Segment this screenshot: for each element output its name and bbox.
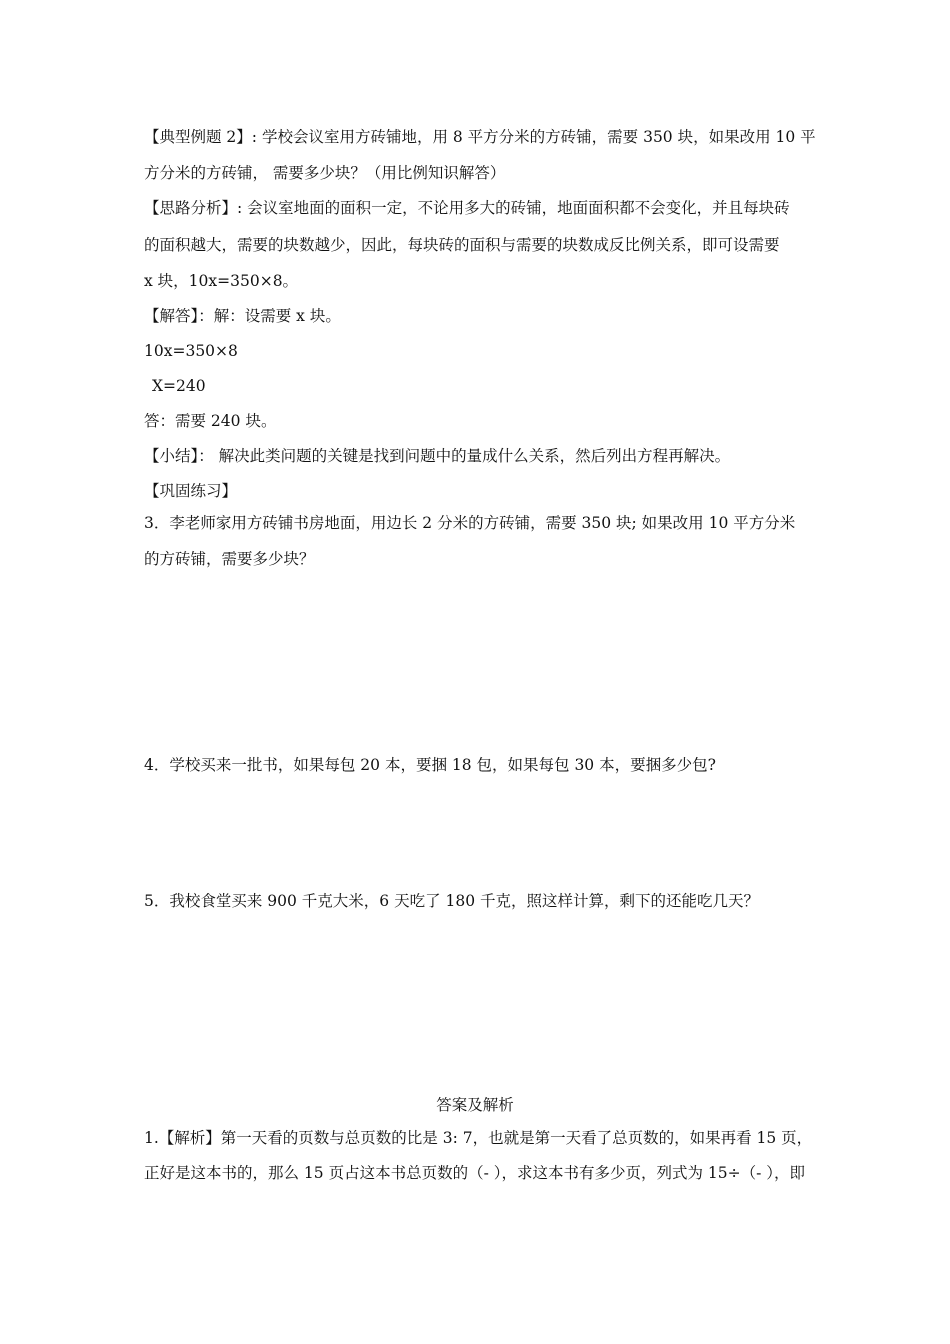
example-2-line-1: 【典型例题 2】: 学校会议室用方砖铺地，用 8 平方分米的方砖铺，需要 350 块，如果改用 10 平 [144, 128, 816, 146]
solution-line-1: 【解答】：解：设需要 x 块。 [144, 307, 341, 325]
question-3-line-1: 3．李老师家用方砖铺书房地面，用边长 2 分米的方砖铺，需要 350 块; 如果改用 10 平方分米 [144, 514, 796, 532]
analysis-line-2: 的面积越大，需要的块数越少，因此，每块砖的面积与需要的块数成反比例关系，即可设需要 [144, 236, 780, 254]
solution-result: X=240 [152, 377, 206, 395]
question-3-line-2: 的方砖铺，需要多少块？ [144, 550, 315, 568]
answer-1-line-2: 正好是这本书的，那么 15 页占这本书总页数的（- ），求这本书有多少页，列式为 15÷（- ），即 [144, 1164, 806, 1182]
question-5: 5．我校食堂买来 900 千克大米，6 天吃了 180 千克，照这样计算，剩下的还能吃几天？ [144, 892, 760, 910]
analysis-line-3: x 块，10x=350×8。 [144, 272, 299, 290]
example-2-line-2: 方分米的方砖铺， 需要多少块？（用比例知识解答） [144, 164, 506, 182]
practice-heading: 【巩固练习】 [144, 482, 238, 500]
question-4: 4．学校买来一批书，如果每包 20 本，要捆 18 包，如果每包 30 本，要捆多少包? [144, 756, 716, 774]
solution-answer: 答：需要 240 块。 [144, 412, 277, 430]
answers-heading: 答案及解析 [436, 1096, 514, 1114]
summary-line: 【小结】： 解决此类问题的关键是找到问题中的量成什么关系，然后列出方程再解决。 [144, 447, 731, 465]
analysis-line-1: 【思路分析】: 会议室地面的面积一定，不论用多大的砖铺，地面面积都不会变化，并且每块砖 [144, 199, 790, 217]
answer-1-line-1: 1.【解析】第一天看的页数与总页数的比是 3: 7，也就是第一天看了总页数的，如果再看 15 页， [144, 1129, 813, 1147]
solution-equation: 10x=350×8 [144, 342, 238, 360]
